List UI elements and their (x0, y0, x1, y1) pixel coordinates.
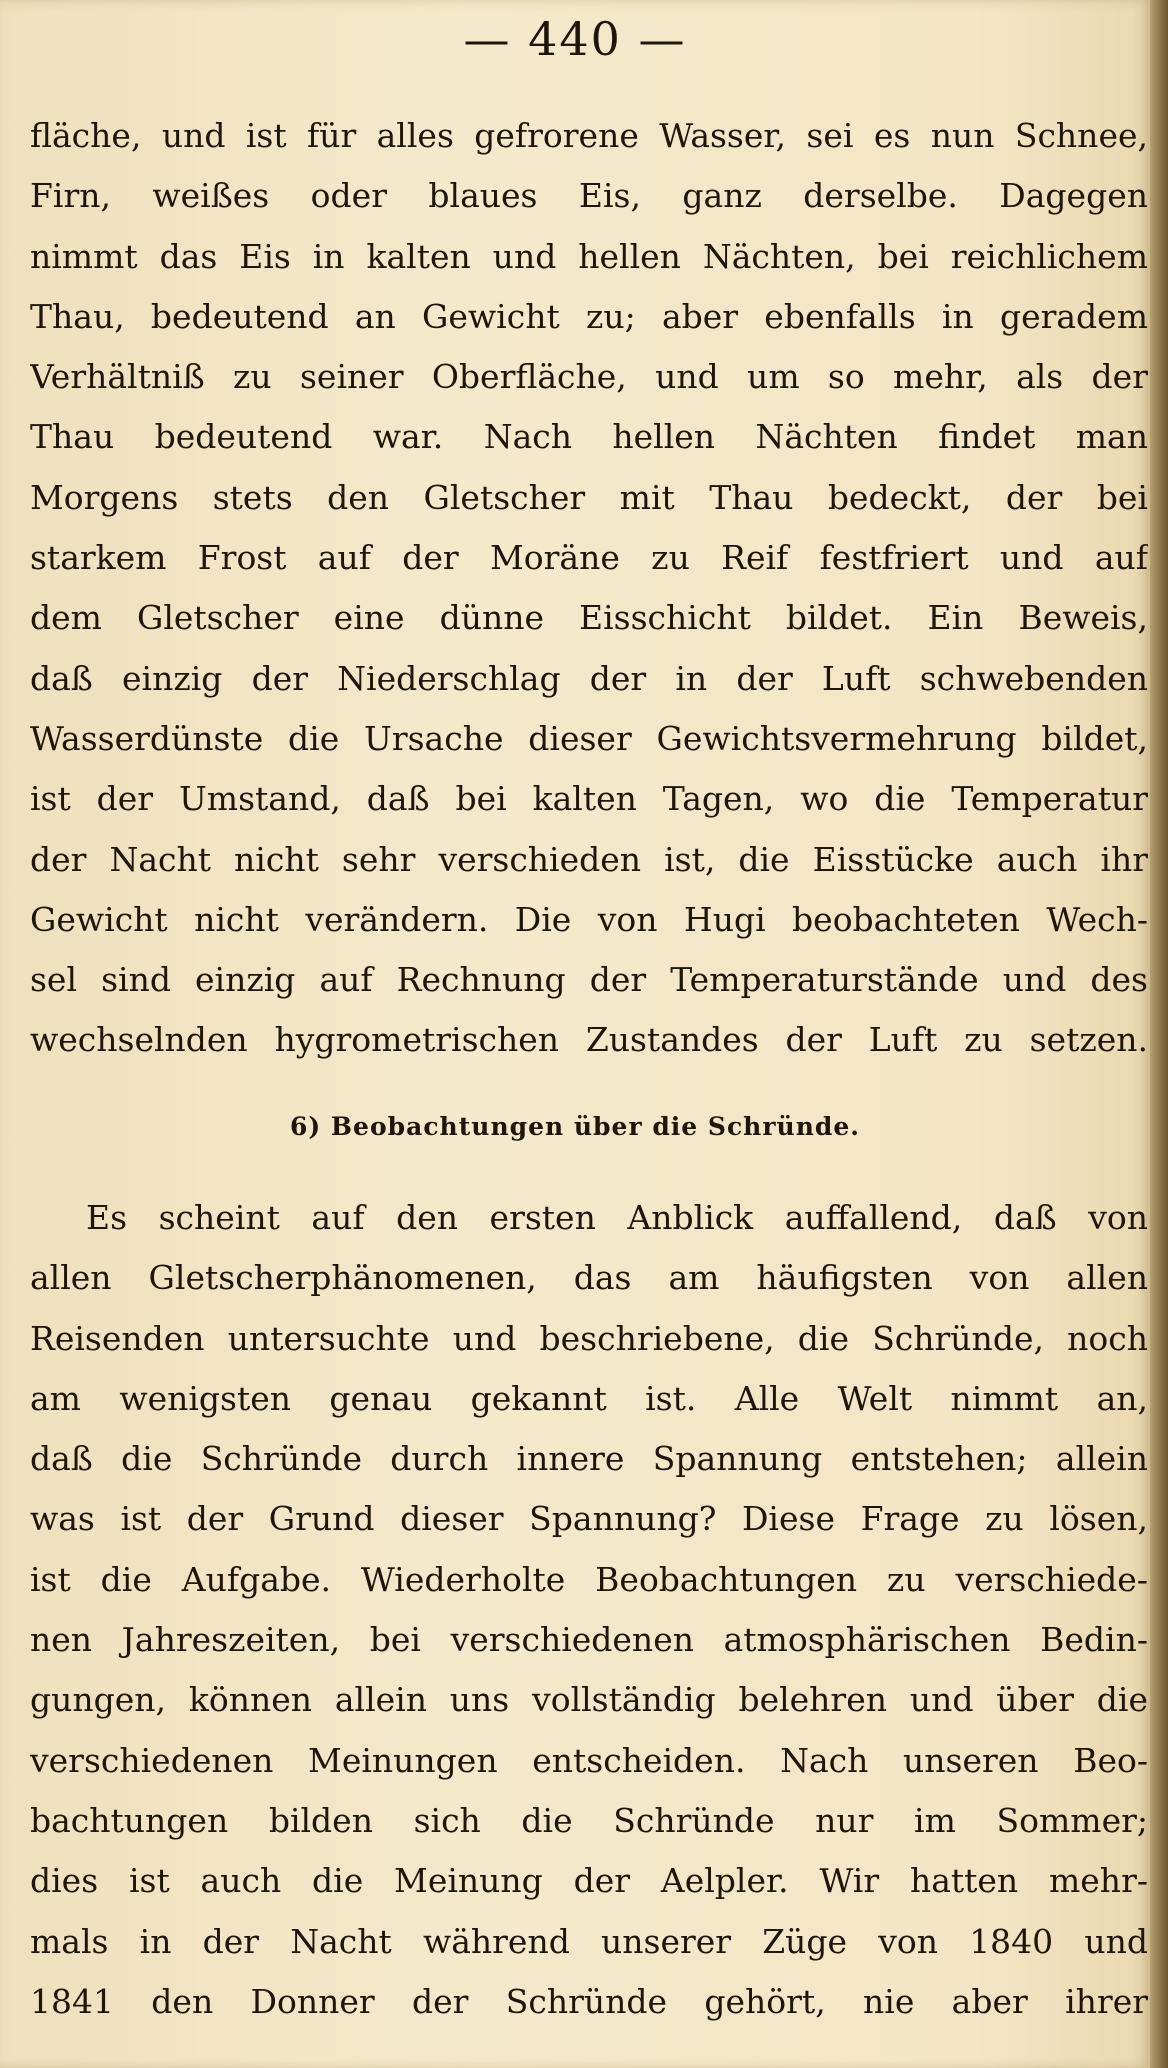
text-line: allen Gletscherphänomenen, das am häufigsten von allen (30, 1258, 1148, 1298)
text-line: ist der Umstand, daß bei kalten Tagen, wo die Temperatur (30, 779, 1148, 819)
text-line: ist die Aufgabe. Wiederholte Beobachtungen zu verschiede- (30, 1559, 1148, 1599)
text-line: Verhältniß zu seiner Oberfläche, und um so mehr, als der (30, 357, 1148, 397)
page-number: — 440 — (463, 12, 687, 66)
text-line: fläche, und ist für alles gefrorene Wasser, sei es nun Schnee, (30, 116, 1148, 155)
section-heading: 6) Beobachtungen über die Schründe. (290, 1112, 860, 1141)
text-line: gungen, können allein uns vollständig belehren und über die (30, 1680, 1148, 1720)
text-line: mals in der Nacht während unserer Züge von 1840 und (30, 1921, 1148, 1961)
text-line: daß die Schründe durch innere Spannung entstehen; allein (30, 1439, 1148, 1479)
text-line: der Nacht nicht sehr verschieden ist, die Eisstücke auch ihr (30, 839, 1148, 879)
paragraph-continued (30, 106, 1148, 1071)
text-line: Es scheint auf den ersten Anblick auffallend, daß von (86, 1198, 1148, 1237)
text-line: was ist der Grund dieser Spannung? Diese Frage zu lösen, (30, 1499, 1148, 1539)
text-line: dem Gletscher eine dünne Eisschicht bildet. Ein Beweis, (30, 598, 1148, 638)
text-line: nimmt das Eis in kalten und hellen Nächten, bei reichlichem (30, 236, 1148, 276)
text-line: wechselnden hygrometrischen Zustandes der Luft zu setzen. (30, 1020, 1148, 1060)
text-line: Thau, bedeutend an Gewicht zu; aber ebenfalls in geradem (30, 296, 1148, 336)
text-line: sel sind einzig auf Rechnung der Temperaturstände und des (30, 960, 1148, 1000)
text-line: Reisenden untersuchte und beschriebene, die Schründe, noch (30, 1318, 1148, 1358)
text-line: bachtungen bilden sich die Schründe nur im Sommer; (30, 1800, 1148, 1840)
text-line: 1841 den Donner der Schründe gehört, nie aber ihrer (30, 1981, 1148, 2021)
text-line: starkem Frost auf der Moräne zu Reif festfriert und auf (30, 538, 1148, 578)
page-edge (1150, 0, 1168, 2068)
text-line: Firn, weißes oder blaues Eis, ganz derselbe. Dagegen (30, 176, 1148, 216)
text-line: Wasserdünste die Ursache dieser Gewichtsvermehrung bildet, (30, 718, 1148, 758)
paragraph-schruende (30, 1188, 1148, 2032)
text-line: nen Jahreszeiten, bei verschiedenen atmosphärischen Bedin- (30, 1620, 1148, 1660)
text-line: am wenigsten genau gekannt ist. Alle Welt nimmt an, (30, 1378, 1148, 1418)
text-line: verschiedenen Meinungen entscheiden. Nach unseren Beo- (30, 1740, 1148, 1780)
text-line: daß einzig der Niederschlag der in der Luft schwebenden (30, 658, 1148, 698)
text-line: Gewicht nicht verändern. Die von Hugi beobachteten Wech- (30, 899, 1148, 939)
text-line: Thau bedeutend war. Nach hellen Nächten findet man (30, 417, 1148, 457)
text-line: dies ist auch die Meinung der Aelpler. Wir hatten mehr- (30, 1861, 1148, 1901)
text-line: Morgens stets den Gletscher mit Thau bedeckt, der bei (30, 477, 1148, 517)
